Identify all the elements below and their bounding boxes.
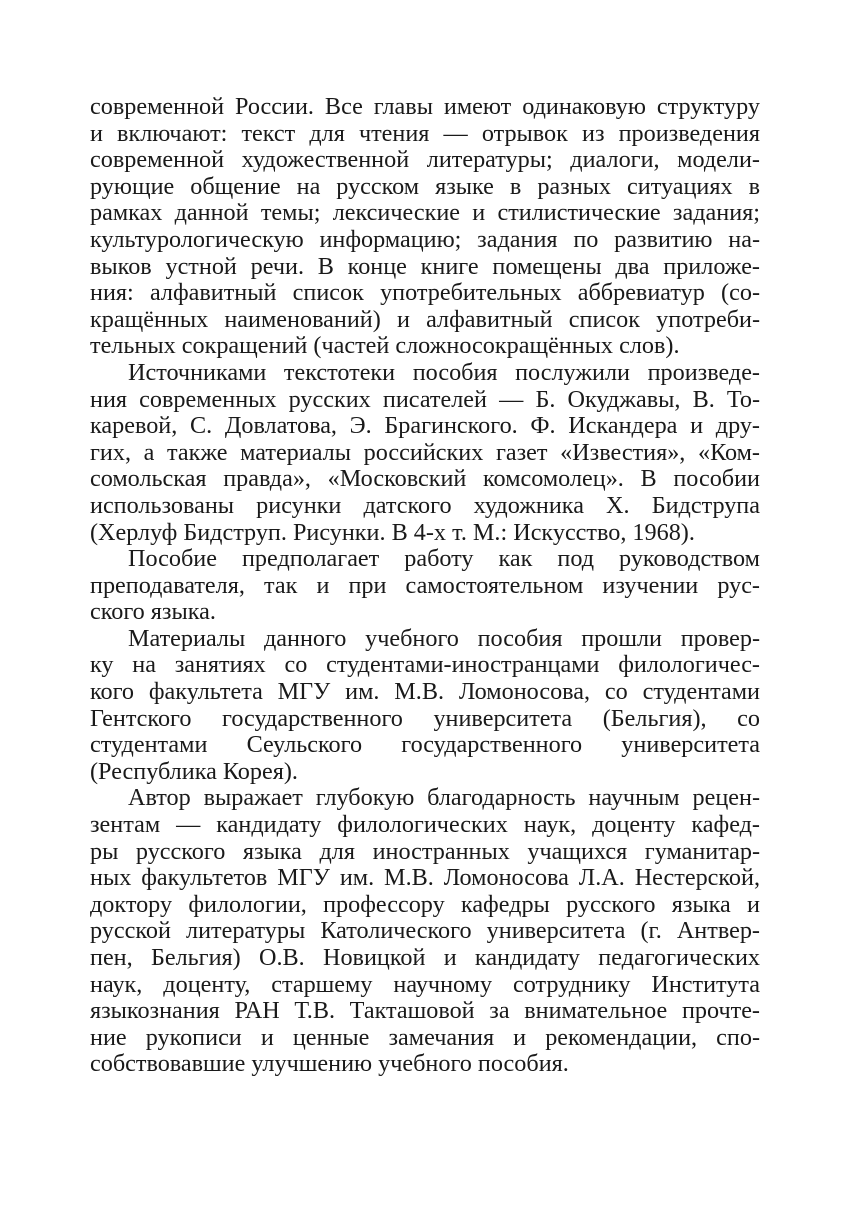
text-line: сомольская правда», «Московский комсомолец». В пособии bbox=[90, 465, 760, 493]
text-line: использованы рисунки датского художника Х. Бидструпа bbox=[90, 491, 760, 519]
text-line: пен, Бельгия) О.В. Новицкой и кандидату педагогических bbox=[90, 944, 760, 971]
text-line: зентам — кандидату филологических наук, доценту кафед- bbox=[90, 811, 760, 839]
text-line: Пособие предполагает работу как под руководством bbox=[128, 545, 760, 573]
text-line: выков устной речи. В конце книге помещены два приложе- bbox=[90, 252, 760, 280]
text-line: кращённых наименований) и алфавитный список употреби- bbox=[90, 305, 760, 333]
text-line: Источниками текстотеки пособия послужили произведе- bbox=[128, 358, 760, 386]
text-line: Гентского государственного университета (Бельгия), со bbox=[90, 704, 760, 732]
text-line: гих, а также материалы российских газет «Известия», «Ком- bbox=[90, 438, 760, 466]
paragraph-testing bbox=[90, 626, 760, 786]
text-line: наук, доценту, старшему научному сотруднику Института bbox=[90, 970, 760, 998]
text-line: (Республика Корея). bbox=[90, 757, 298, 785]
text-line: ния: алфавитный список употребительных аббревиатур (со- bbox=[90, 279, 760, 307]
text-line: кого факультета МГУ им. М.В. Ломоносова, со студентами bbox=[90, 678, 760, 706]
text-line: языкознания РАН Т.В. Такташовой за внимательное прочте- bbox=[90, 997, 760, 1025]
text-line: тельных сокращений (частей сложносокращённых слов). bbox=[90, 332, 680, 360]
paragraph-usage bbox=[90, 546, 760, 626]
text-line: ния современных русских писателей — Б. Окуджавы, В. То- bbox=[90, 385, 760, 413]
text-line: студентами Сеульского государственного университета bbox=[90, 731, 760, 759]
text-line: ных факультетов МГУ им. М.В. Ломоносова Л.А. Нестерской, bbox=[90, 864, 760, 892]
text-line: ского языка. bbox=[90, 598, 216, 626]
paragraph-acknowledgements bbox=[90, 785, 760, 1078]
text-line: культурологическую информацию; задания по развитию на- bbox=[90, 225, 760, 253]
paragraph-structure bbox=[90, 94, 760, 360]
text-line: рующие общение на русском языке в разных ситуациях в bbox=[90, 172, 760, 200]
text-line: ры русского языка для иностранных учащихся гуманитар- bbox=[90, 837, 760, 865]
text-line: (Херлуф Бидструп. Рисунки. В 4-х т. М.: Искусство, 1968). bbox=[90, 518, 695, 546]
text-line: ние рукописи и ценные замечания и рекомендации, спо- bbox=[90, 1023, 760, 1051]
text-line: преподавателя, так и при самостоятельном изучении рус- bbox=[90, 571, 760, 599]
text-line: современной художественной литературы; диалоги, модели- bbox=[90, 146, 760, 174]
text-line: доктору филологии, профессору кафедры русского языка и bbox=[90, 890, 760, 918]
text-line: собствовавшие улучшению учебного пособия. bbox=[90, 1050, 569, 1078]
text-line: рамках данной темы; лексические и стилистические задания; bbox=[90, 199, 760, 227]
text-line: русской литературы Католического университета (г. Антвер- bbox=[90, 917, 760, 945]
text-line: ку на занятиях со студентами-иностранцами филологичес- bbox=[90, 651, 760, 679]
text-line: Автор выражает глубокую благодарность научным рецен- bbox=[128, 784, 760, 812]
text-line: и включают: текст для чтения — отрывок из произведения bbox=[90, 119, 760, 147]
document-page bbox=[90, 94, 760, 1078]
paragraph-sources bbox=[90, 360, 760, 546]
text-line: современной России. Все главы имеют одинаковую структуру bbox=[90, 93, 760, 120]
text-line: каревой, С. Довлатова, Э. Брагинского. Ф. Искандера и дру- bbox=[90, 412, 760, 440]
text-line: Материалы данного учебного пособия прошли провер- bbox=[128, 624, 760, 652]
